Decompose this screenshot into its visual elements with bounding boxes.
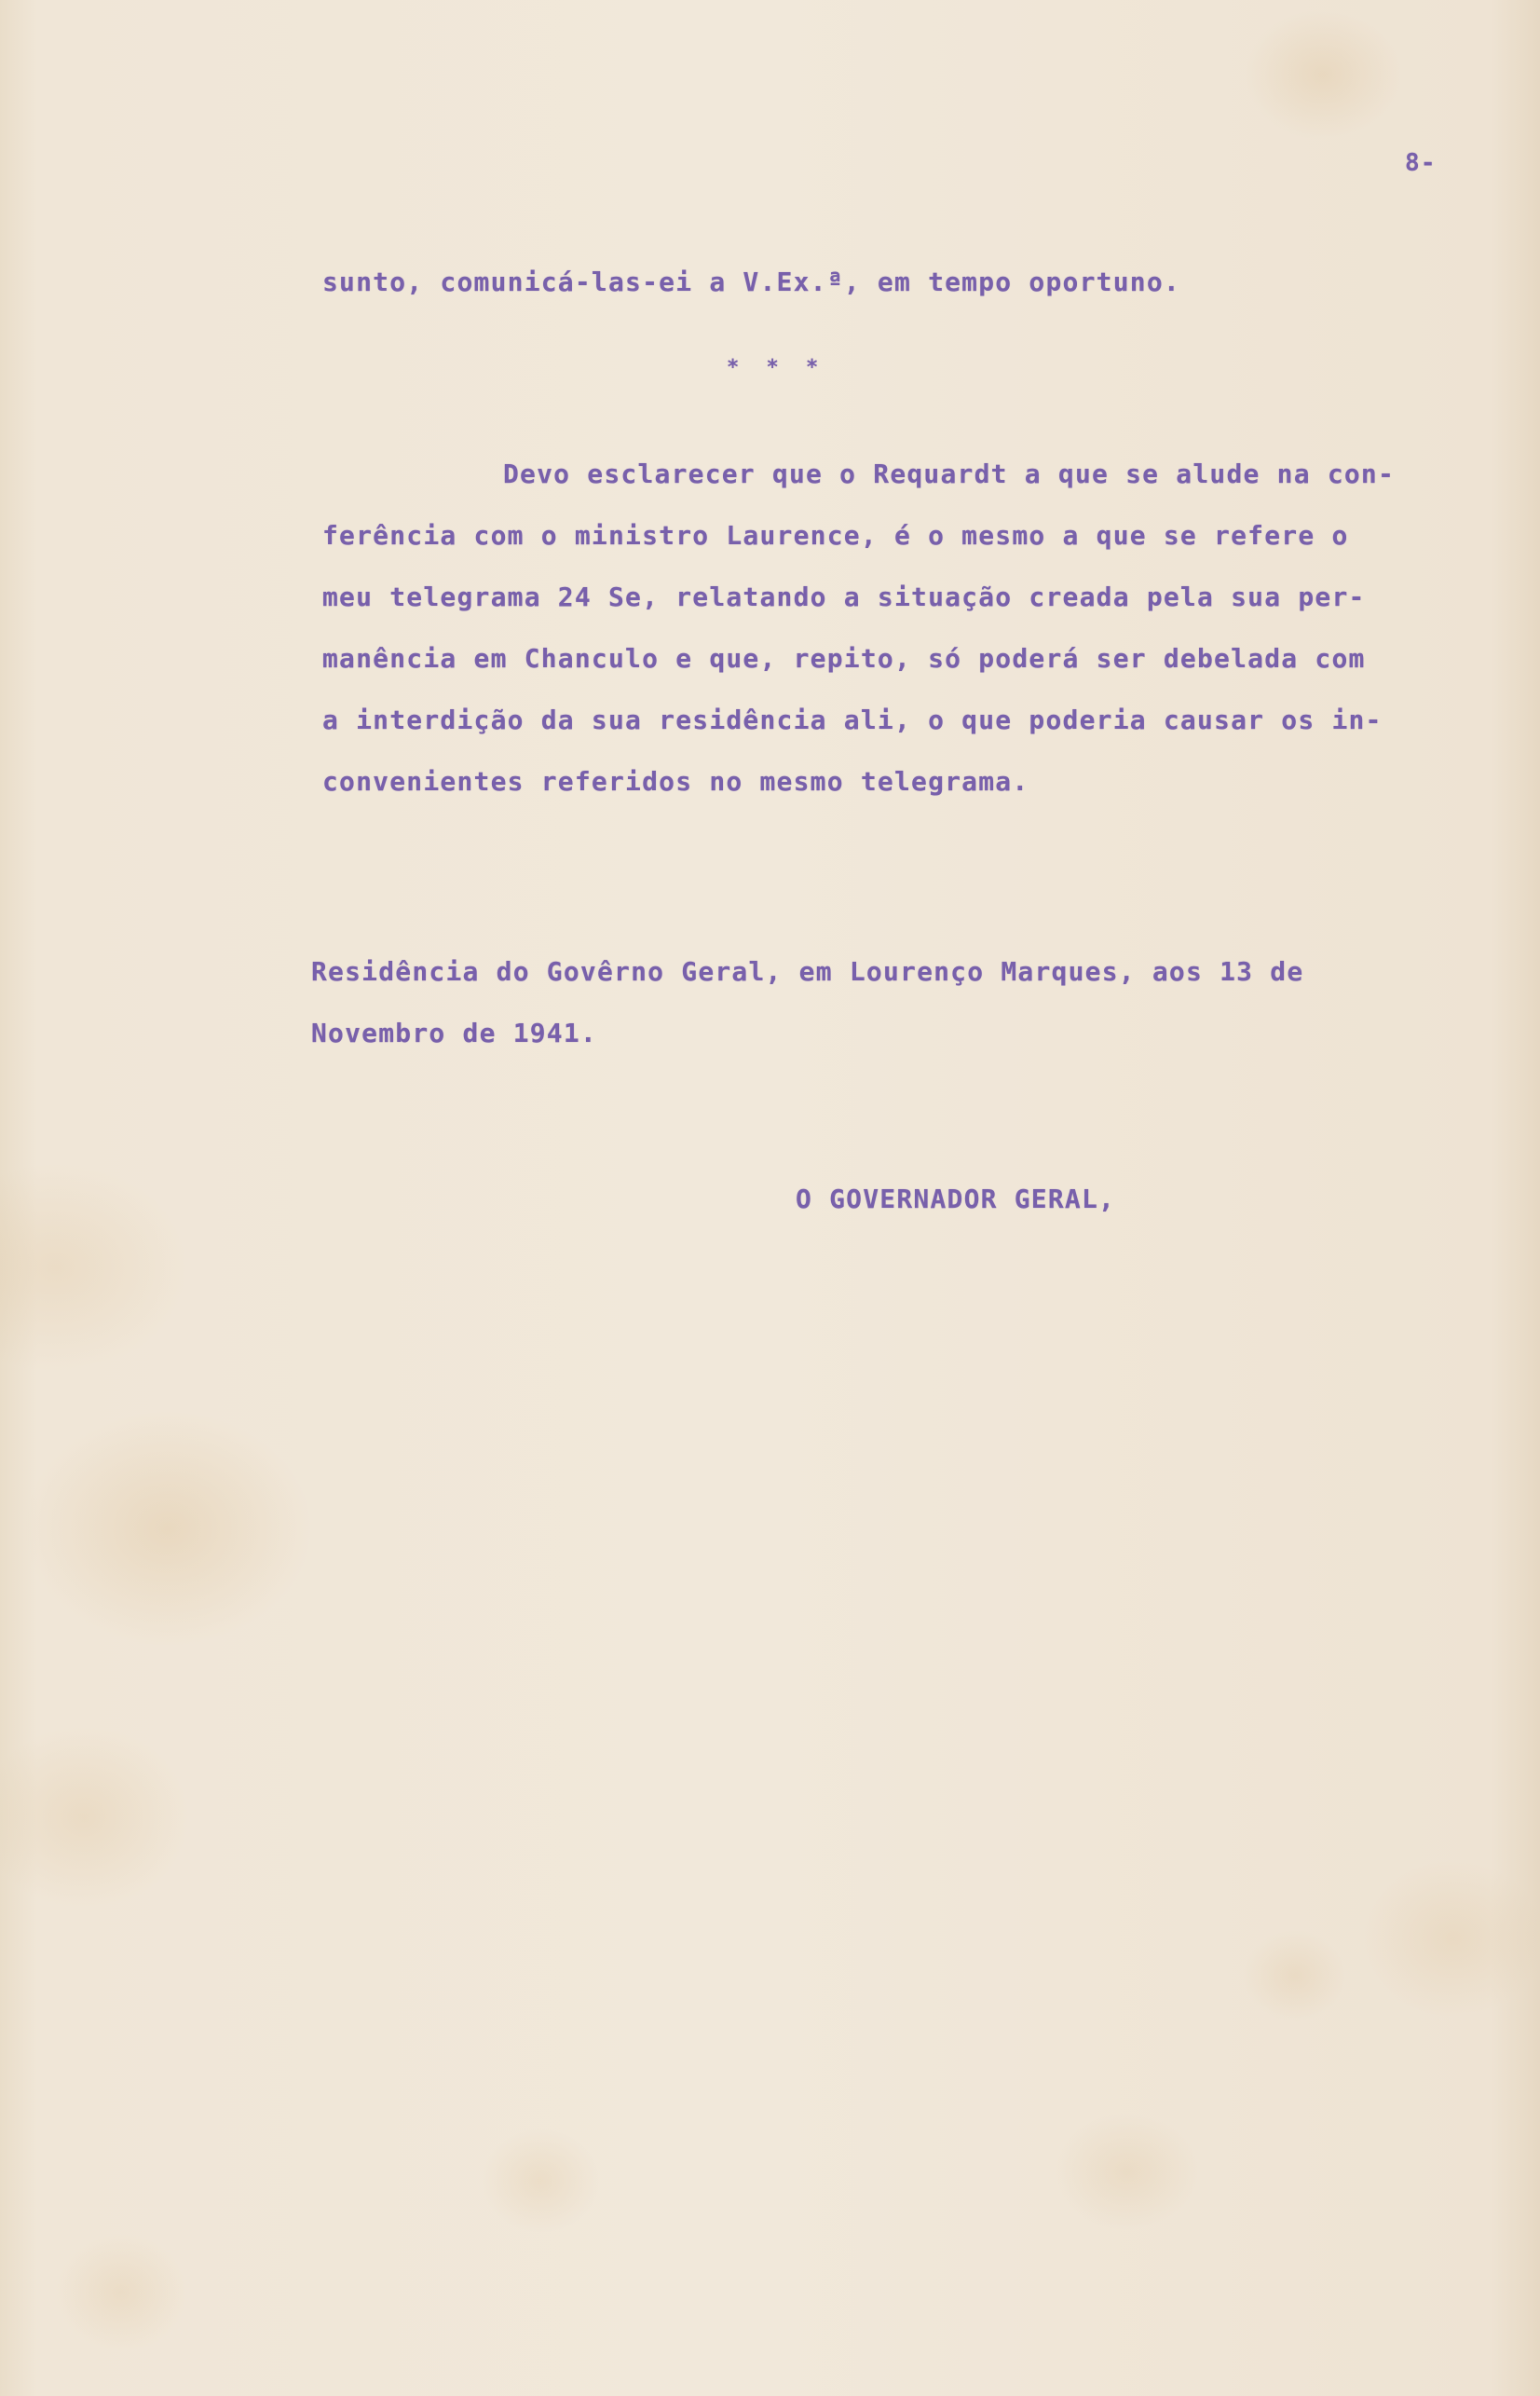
paragraph-line: a interdição da sua residência ali, o que poderia causar os in-: [322, 705, 1383, 735]
paragraph-line: manência em Chanculo e que, repito, só poderá ser debelada com: [322, 643, 1366, 674]
closing-line: Novembro de 1941.: [311, 1018, 597, 1048]
opening-line: sunto, comunicá-las-ei a V.Ex.ª, em tempo oportuno.: [322, 267, 1180, 297]
paragraph-line: convenientes referidos no mesmo telegrama.: [322, 766, 1029, 797]
signature-title: O GOVERNADOR GERAL,: [796, 1184, 1116, 1214]
page-number: 8-: [1405, 149, 1437, 177]
paragraph-line: Devo esclarecer que o Requardt a que se alude na con-: [503, 459, 1396, 489]
closing-line: Residência do Govêrno Geral, em Lourenço Marques, aos 13 de: [311, 956, 1304, 987]
paragraph-line: meu telegrama 24 Se, relatando a situação creada pela sua per-: [322, 582, 1366, 612]
paragraph-line: ferência com o ministro Laurence, é o mesmo a que se refere o: [322, 520, 1349, 551]
section-separator: * * *: [727, 356, 826, 379]
